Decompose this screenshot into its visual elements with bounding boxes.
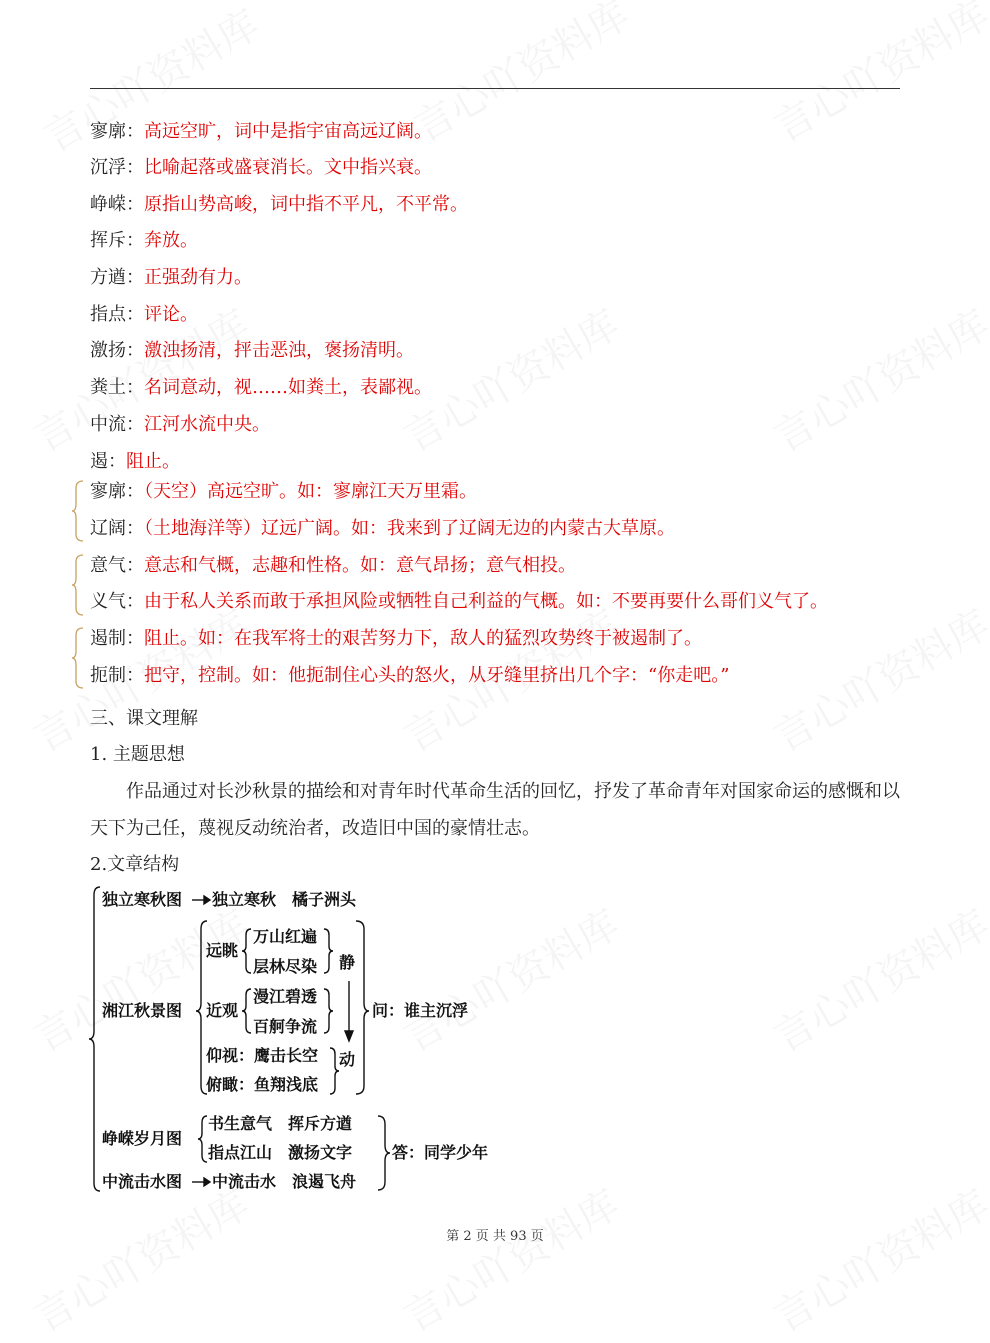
vocab-line [90, 414, 270, 436]
vocab-term: 寥廓： [90, 121, 144, 142]
subsection-heading: 1. 主题思想 [90, 744, 185, 765]
vocab-line [90, 304, 198, 326]
diagram-group-title: 中流击水图 [102, 1172, 183, 1191]
compare-definition: （天空）高远空旷。如：寥廓江天万里霜。 [144, 481, 477, 502]
compare-term: 意气： [90, 555, 144, 576]
vocab-definition: 阻止。 [126, 451, 180, 472]
vocab-definition: 评论。 [144, 304, 198, 325]
compare-line [90, 665, 729, 687]
compare-term: 扼制： [90, 665, 144, 686]
watermark [762, 0, 990, 153]
compare-line [90, 555, 576, 577]
vocab-definition: 江河水流中央。 [144, 414, 270, 435]
compare-term: 寥廓： [90, 481, 144, 502]
compare-definition: 把守，控制。如：他扼制住心头的怒火，从牙缝里挤出几个字：“你走吧。” [144, 665, 730, 686]
watermark [22, 1174, 258, 1343]
compare-term: 辽阔： [90, 518, 144, 539]
compare-definition: （土地海洋等）辽远广阔。如：我来到了辽阔无边的内蒙古大草原。 [144, 518, 675, 539]
vocab-term: 粪土： [90, 377, 144, 398]
diagram-group-title: 湘江秋景图 [102, 1001, 183, 1020]
diagram-text: 指点江山 激扬文字 [208, 1143, 353, 1162]
vocab-line [90, 451, 180, 473]
diagram-text: 静 [339, 953, 356, 972]
brace-icon [72, 480, 84, 542]
vocab-line [90, 230, 198, 252]
vocab-definition: 激浊扬清，抨击恶浊，褒扬清明。 [144, 340, 414, 361]
vocab-definition: 原指山势高峻，词中指不平凡，不平常。 [144, 194, 468, 215]
vocab-definition: 名词意动，视……如粪土，表鄙视。 [144, 377, 432, 398]
watermark [762, 894, 990, 1063]
vocab-term: 激扬： [90, 340, 144, 361]
theme-paragraph: 作品通过对长沙秋景的描绘和对青年时代革命生活的回忆，抒发了革命青年对国家命运的感慨和以天下为己任，蔑视反动统治者，改造旧中国的豪情壮志。 [90, 781, 900, 839]
vocab-term: 方遒： [90, 267, 144, 288]
vocab-line [90, 157, 432, 179]
vocab-definition: 正强劲有力。 [144, 267, 252, 288]
vocab-definition: 高远空旷，词中是指宇宙高远辽阔。 [144, 121, 432, 142]
compare-line [90, 591, 828, 613]
diagram-text: 百舸争流 [253, 1017, 318, 1036]
vocab-line [90, 267, 252, 289]
compare-term: 遏制： [90, 628, 144, 649]
vocab-term: 峥嵘： [90, 194, 144, 215]
diagram-text: 远眺 [206, 941, 239, 960]
diagram-text: 答：同学少年 [392, 1143, 489, 1162]
watermark [762, 1174, 990, 1343]
vocab-definition: 比喻起落或盛衰消长。文中指兴衰。 [144, 157, 432, 178]
subsection-heading: 2.文章结构 [90, 854, 180, 875]
vocab-term: 遏： [90, 451, 126, 472]
diagram-text: 书生意气 挥斥方遒 [208, 1114, 353, 1133]
diagram-text: 漫江碧透 [253, 987, 318, 1006]
watermark [762, 594, 990, 763]
compare-line [90, 628, 702, 650]
vocab-line [90, 194, 468, 216]
vocab-line [90, 340, 414, 362]
brace-icon [72, 554, 84, 616]
section-heading: 三、课文理解 [90, 708, 198, 729]
diagram-text: 问：谁主沉浮 [372, 1001, 469, 1020]
diagram-text: 动 [339, 1050, 356, 1069]
vocab-definition: 奔放。 [144, 230, 198, 251]
diagram-text: 层林尽染 [253, 957, 318, 976]
structure-diagram [88, 883, 508, 1198]
diagram-text: 独立寒秋 橘子洲头 [212, 890, 357, 909]
compare-line [90, 518, 675, 540]
vocab-line [90, 377, 432, 399]
header-rule [90, 88, 900, 89]
diagram-group-title: 独立寒秋图 [102, 890, 183, 909]
diagram-text: 俯瞰：鱼翔浅底 [206, 1075, 319, 1094]
watermark [392, 1174, 628, 1343]
watermark [402, 0, 638, 153]
diagram-text: 近观 [206, 1001, 239, 1020]
vocab-line [90, 121, 432, 143]
vocab-term: 挥斥： [90, 230, 144, 251]
diagram-text: 万山红遍 [253, 927, 318, 946]
page-footer: 第 2 页 共 93 页 [446, 1229, 544, 1244]
diagram-text: 仰视：鹰击长空 [206, 1046, 319, 1065]
brace-icon [72, 627, 84, 689]
vocab-term: 沉浮： [90, 157, 144, 178]
diagram-group-title: 峥嵘岁月图 [102, 1129, 183, 1148]
watermark [762, 294, 990, 463]
vocab-term: 指点： [90, 304, 144, 325]
vocab-term: 中流： [90, 414, 144, 435]
compare-definition: 意志和气概，志趣和性格。如：意气昂扬；意气相投。 [144, 555, 576, 576]
compare-line [90, 481, 477, 503]
compare-definition: 阻止。如：在我军将士的艰苦努力下，敌人的猛烈攻势终于被遏制了。 [144, 628, 702, 649]
compare-definition: 由于私人关系而敢于承担风险或牺牲自己利益的气概。如：不要再要什么哥们义气了。 [144, 591, 828, 612]
compare-term: 义气： [90, 591, 144, 612]
diagram-text: 中流击水 浪遏飞舟 [212, 1172, 357, 1191]
